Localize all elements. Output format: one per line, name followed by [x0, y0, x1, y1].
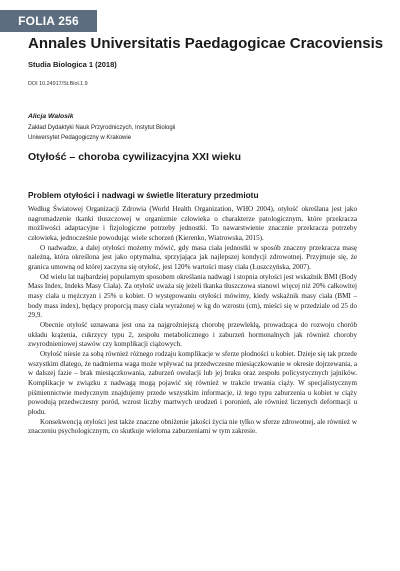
article-title: Otyłość – choroba cywilizacyjna XXI wieku [28, 151, 241, 163]
doi-line: DOI 10.24917/St.Biol.1.9 [28, 81, 88, 87]
series-line: Studia Biologica 1 (2018) [28, 60, 117, 69]
body-paragraph: Otyłość niesie za sobą również różnego rodzaju komplikacje w sferze płodności u kobiet. Dzieje się tak przede wszystkim dlatego, że nadmierna waga może wpływać na przedwczesne miesiączkowanie w okresie dojrzewania, a w dalszej fazie – brak miesiączkowania, zaburzeń owulacji lub jej braku oraz zespołu policystycznych jajników. Komplikacje w związku z nadwagą mogą pojawić się również w trakcie trwania ciąży. W specjalistycznym piśmiennictwie medycznym znajdujemy przede wszystkim informacje, iż tego typu zaburzenia u kobiet w ciąży powodują przedwczesny poród, wzrost liczby martwych urodzeń i poronień, ale również liczenych deformacji u płodu. [28, 350, 357, 417]
article-body [28, 205, 357, 437]
affiliation-line: Zakład Dydaktyki Nauk Przyrodniczych, Instytut Biologii [28, 125, 176, 131]
body-paragraph: Konsekwencją otyłości jest także znaczne obniżenie jakości życia nie tylko w sferze zdrowotnej, ale również w znaczeniu psychologicznym, co skutkuje wieloma zaburzeniami w tym zakresie. [28, 417, 357, 436]
body-paragraph: Obecnie otyłość uznawana jest ona za najgroźniejszą chorobę przewlekłą, prowadząca do rozwoju chorób układu krążenia, cukrzycy typu 2, zespołu metabolicznego i zaburzeń hormonalnych jak również choroby zwyrodnieniowej stawów czy komplikacji ciążowych. [28, 321, 357, 349]
body-paragraph: Według Światowej Organizacji Zdrowia (World Health Organization, WHO 2004), otyłość określana jest jako nagromadzenie tkanki tłuszczowej w organizmie człowieka o charakterze patologicznym, które przekracza możliwości adaptacyjne i fizjologiczne potrzeby jednostki. To nawarstwienie znacznie przekracza potrzeby człowieka, jednocześnie powodując wiele schorzeń (Kierenko, Wiatrowska, 2015). [28, 205, 357, 243]
body-paragraph: Od wielu lat najbardziej popularnym sposobem określania nadwagi i stopnia otyłości jest wskaźnik BMI (Body Mass Index, Indeks Masy Ciała). Za otyłość uważa się jeżeli tkanka tłuszczowa stanowi więcej niż 20% całkowitej masy ciała u mężczyzn i 25% u kobiet. O występowaniu otyłości mówimy, kiedy wskaźnik masy ciała (BMI – body mass index), będący proporcją masy ciała wyrażonej w kg do wzrostu (cm), mieści się w przedziale od 25 do 29,9. [28, 272, 357, 320]
body-paragraph: O nadwadze, a dalej otyłości możemy mówić, gdy masa ciała jednostki w sposób znaczny przekracza masę należną, która określona jest jako optymalna, sprzyjająca jak najlepszej kondycji zdrowotnej. Przyjmuje się, że granica umowną od której zaczyna się otyłość, jest 120% wartości masy ciała (Łuszczyńska, 2007). [28, 243, 357, 272]
author-name: Alicja Walosik [28, 113, 74, 120]
journal-title: Annales Universitatis Paedagogicae Cracoviensis [28, 35, 384, 52]
affiliation-line: Uniwersytet Pedagogiczny w Krakowie [28, 134, 132, 141]
folia-badge: FOLIA 256 [0, 10, 97, 32]
section-heading: Problem otyłości i nadwagi w świetle literatury przedmiotu [28, 190, 259, 200]
affiliation [28, 124, 175, 143]
